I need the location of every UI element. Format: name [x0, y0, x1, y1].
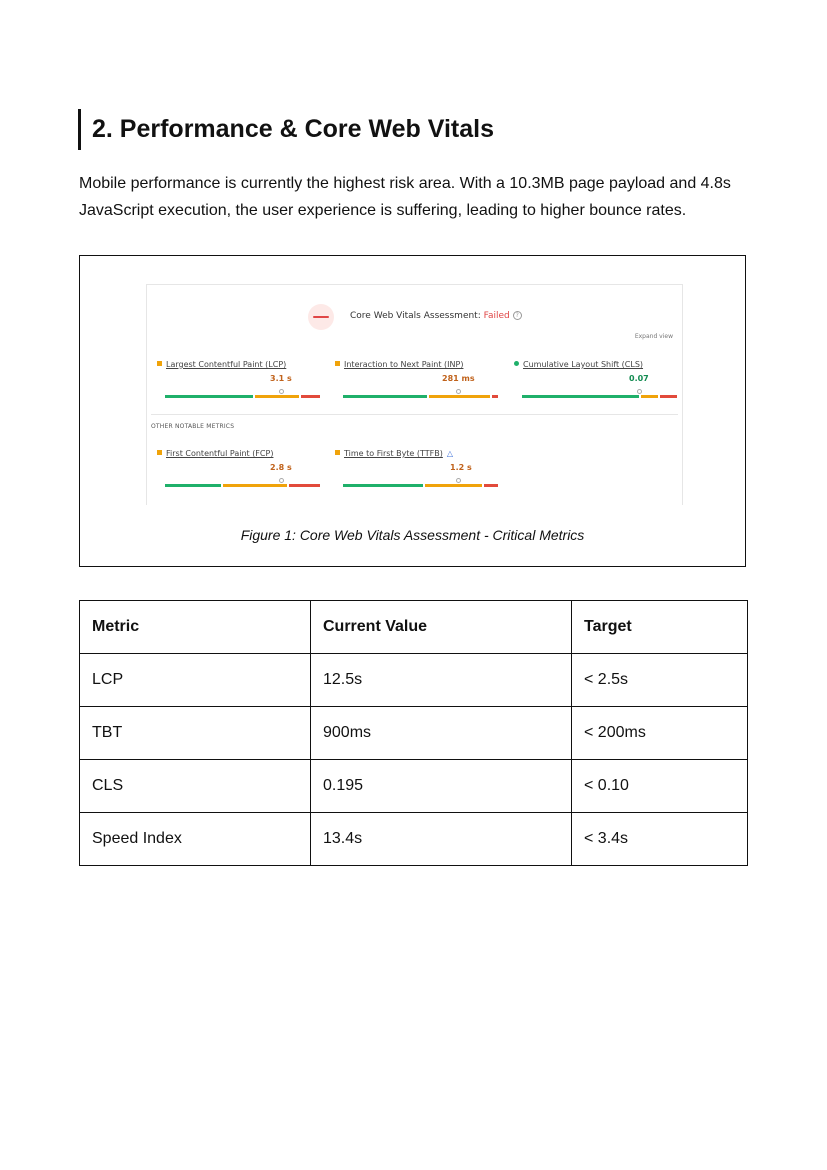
metric-name[interactable]: Cumulative Layout Shift (CLS)	[523, 360, 644, 369]
column-header: Metric	[80, 601, 311, 654]
table-cell: < 200ms	[572, 707, 748, 760]
needs-improvement-marker-icon	[335, 450, 340, 455]
ttfb-distribution-bar	[343, 484, 498, 487]
needs-improvement-marker-icon	[157, 450, 162, 455]
metric-value: 3.1 s	[270, 374, 292, 383]
metric-name[interactable]: Interaction to Next Paint (INP)	[344, 360, 464, 369]
assessment-status: Failed	[483, 311, 510, 321]
section-heading	[78, 109, 494, 150]
cls-distribution-bar	[522, 395, 677, 398]
metrics-table	[79, 600, 748, 866]
column-header: Current Value	[311, 601, 572, 654]
needs-improvement-marker-icon	[335, 361, 340, 366]
metric-value: 2.8 s	[270, 463, 292, 472]
other-metrics-heading: OTHER NOTABLE METRICS	[151, 423, 235, 430]
table-cell: CLS	[80, 760, 311, 813]
info-icon[interactable]: ?	[513, 311, 522, 320]
column-header: Target	[572, 601, 748, 654]
assessment-label: Core Web Vitals Assessment:	[350, 311, 481, 321]
table-cell: < 2.5s	[572, 654, 748, 707]
table-cell: 900ms	[311, 707, 572, 760]
section-title: 2. Performance & Core Web Vitals	[92, 115, 495, 143]
metric-name[interactable]: Time to First Byte (TTFB)	[344, 449, 443, 458]
metric-name[interactable]: First Contentful Paint (FCP)	[166, 449, 274, 458]
table-cell: 0.195	[311, 760, 572, 813]
table-cell: LCP	[80, 654, 311, 707]
table-cell: TBT	[80, 707, 311, 760]
intro-paragraph: Mobile performance is currently the highest risk area. With a 10.3MB page payload and 4.8s JavaScript execution, the user experience is suffering, leading to higher bounce rates.	[79, 175, 731, 219]
table-cell: 12.5s	[311, 654, 572, 707]
table-row	[80, 760, 748, 813]
assessment-line	[350, 311, 522, 321]
percentile-pin-icon	[637, 389, 642, 394]
metric-inp	[335, 360, 493, 383]
table-header-row	[80, 601, 748, 654]
metric-lcp	[157, 360, 315, 383]
warning-icon: △	[446, 449, 454, 458]
fcp-distribution-bar	[165, 484, 320, 487]
cwv-screenshot	[146, 284, 683, 505]
expand-view-link[interactable]: Expand view	[634, 333, 673, 340]
figure-frame	[79, 255, 746, 567]
metric-value: 1.2 s	[450, 463, 472, 472]
inp-distribution-bar	[343, 395, 498, 398]
table-row	[80, 707, 748, 760]
percentile-pin-icon	[456, 389, 461, 394]
lcp-distribution-bar	[165, 395, 320, 398]
percentile-pin-icon	[279, 389, 284, 394]
failed-gauge-icon	[308, 304, 334, 330]
table-row	[80, 813, 748, 866]
table-row	[80, 654, 748, 707]
figure-caption: Figure 1: Core Web Vitals Assessment - Critical Metrics	[240, 527, 585, 543]
percentile-pin-icon	[456, 478, 461, 483]
metric-value: 281 ms	[442, 374, 475, 383]
metric-fcp	[157, 449, 315, 472]
table-cell: 13.4s	[311, 813, 572, 866]
metric-value: 0.07	[629, 374, 649, 383]
good-marker-icon	[514, 361, 519, 366]
metric-name[interactable]: Largest Contentful Paint (LCP)	[166, 360, 287, 369]
table-cell: < 3.4s	[572, 813, 748, 866]
table-cell: < 0.10	[572, 760, 748, 813]
table-cell: Speed Index	[80, 813, 311, 866]
metric-ttfb	[335, 449, 493, 472]
divider	[151, 414, 678, 415]
metric-cls	[514, 360, 672, 383]
needs-improvement-marker-icon	[157, 361, 162, 366]
percentile-pin-icon	[279, 478, 284, 483]
